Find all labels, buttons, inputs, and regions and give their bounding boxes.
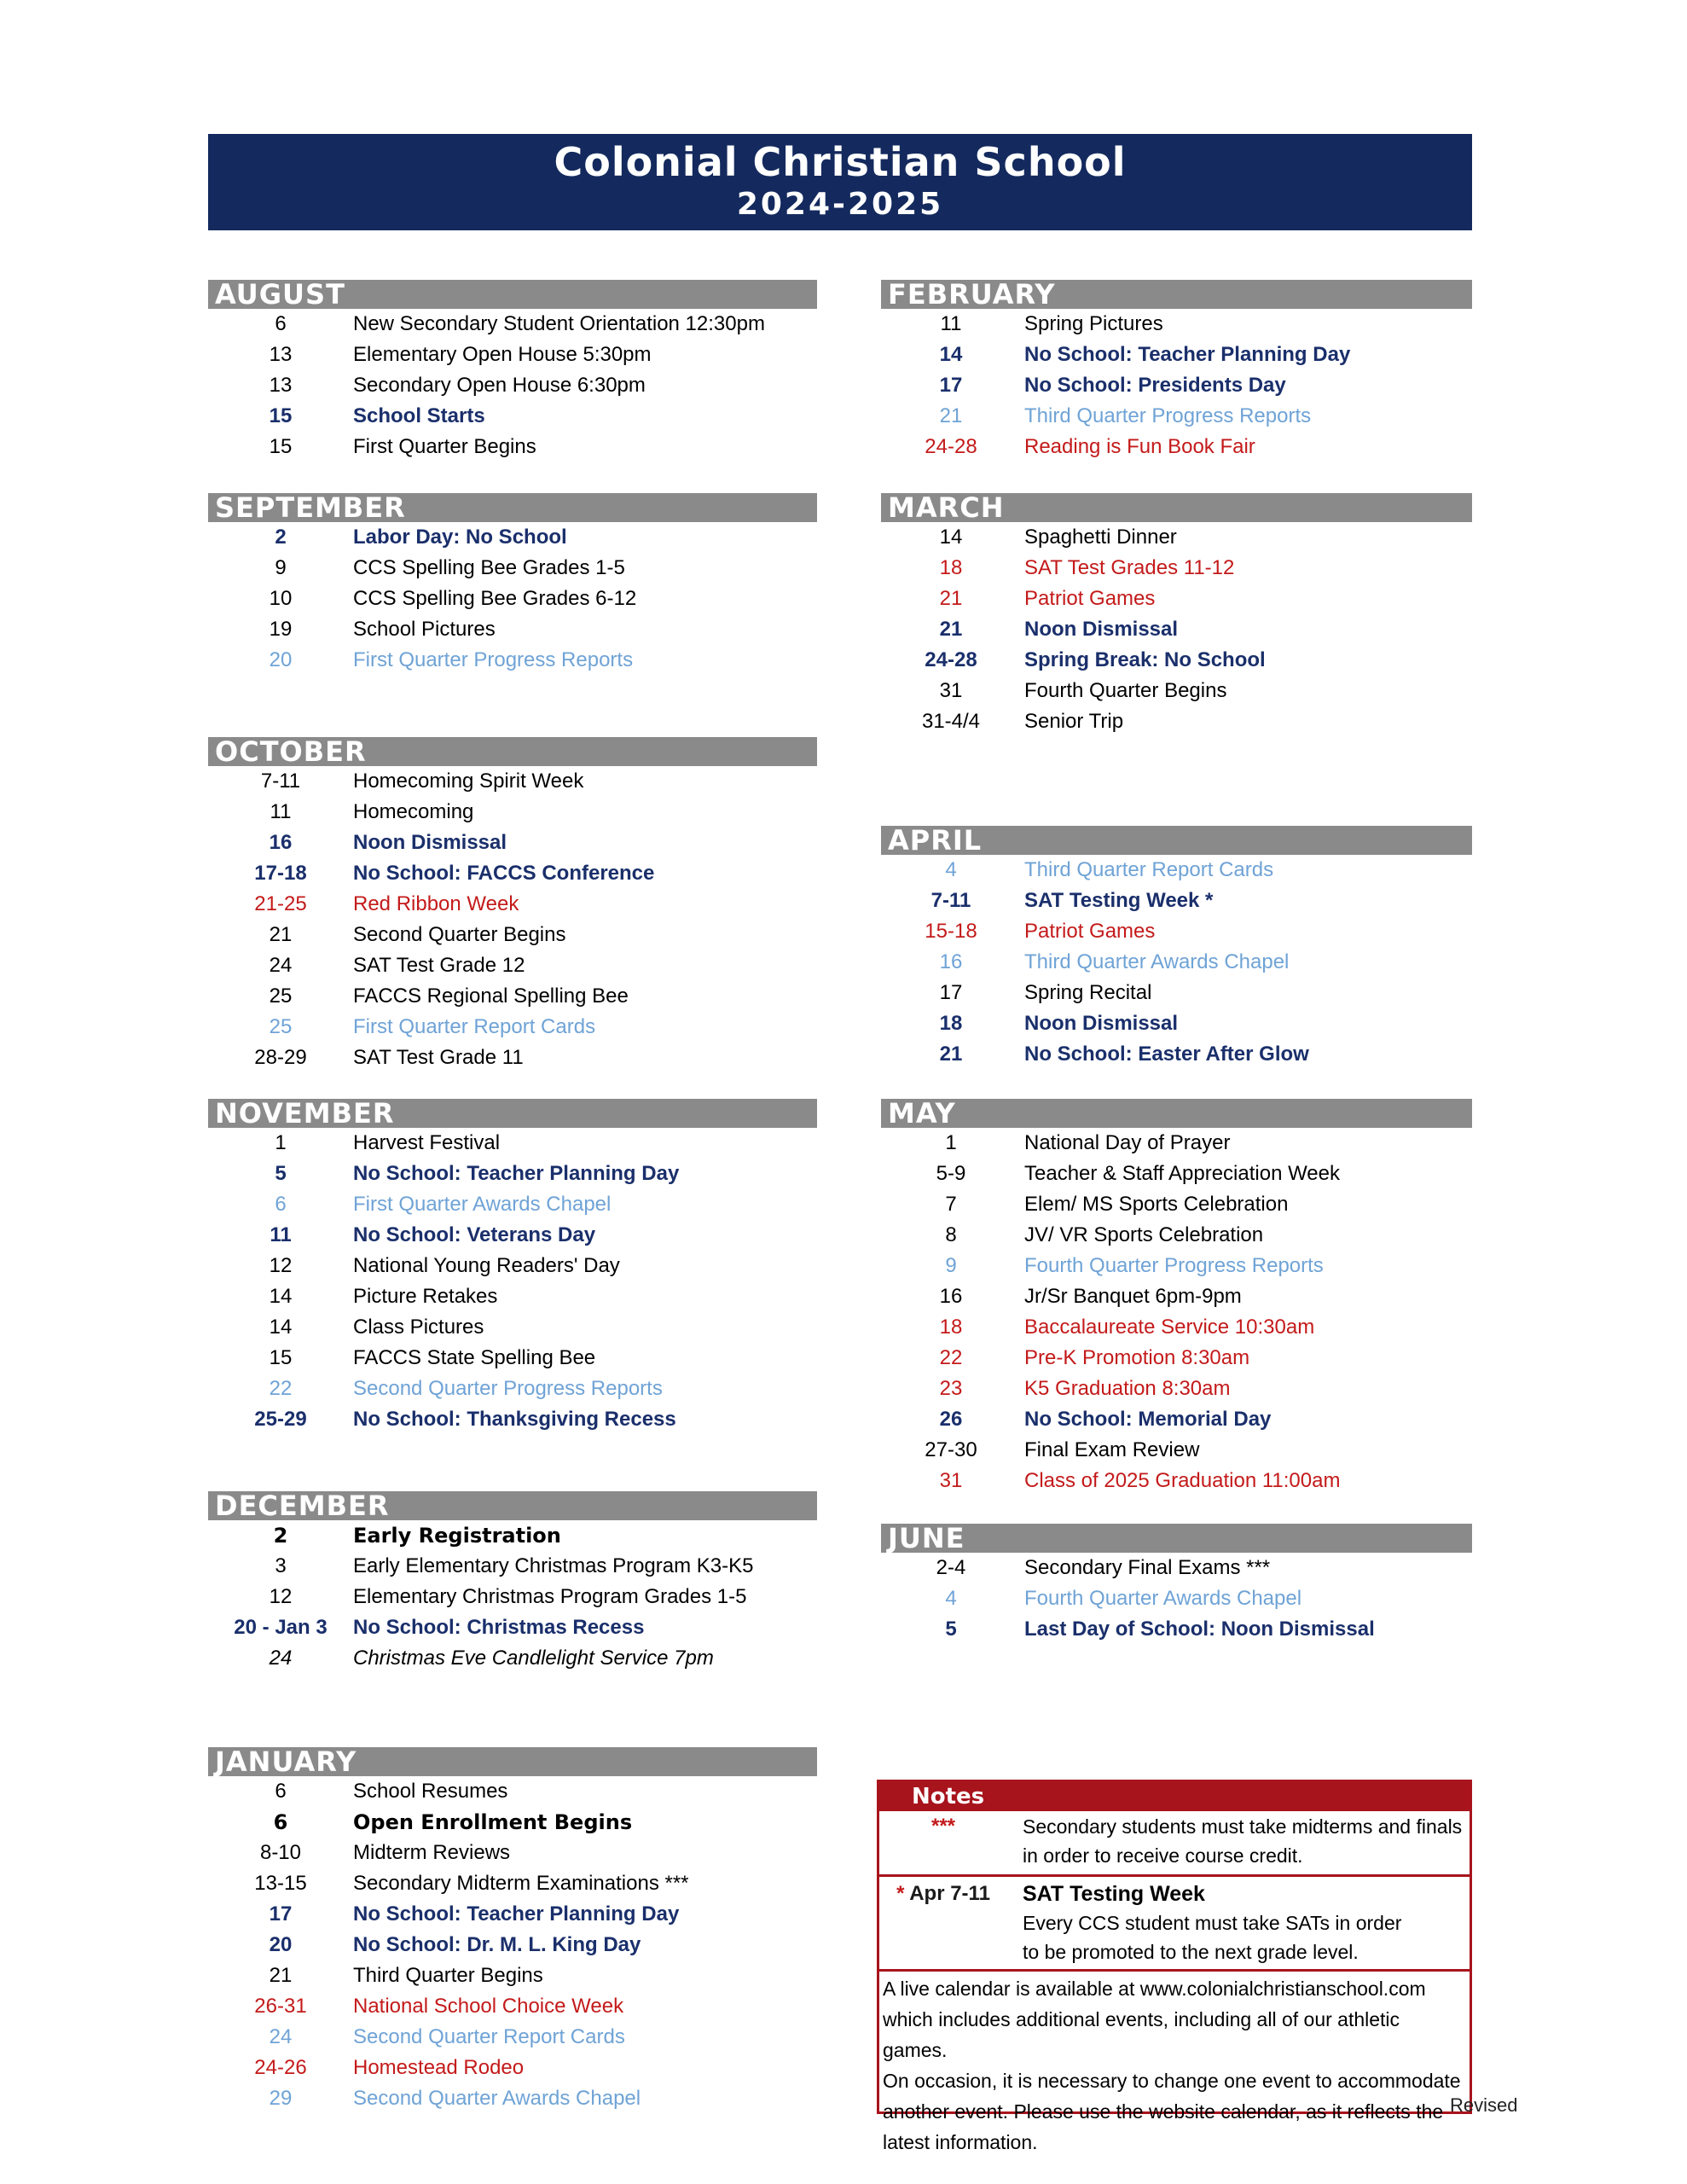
note-midterms-line2: in order to receive course credit. — [1023, 1844, 1303, 1867]
event-row — [208, 614, 817, 645]
event-row — [881, 886, 1472, 916]
event-date: 17-18 — [254, 862, 307, 885]
note-sat-mark — [879, 1879, 1007, 1909]
event-row — [208, 1582, 817, 1612]
event-row — [881, 1039, 1472, 1070]
event-title: School Pictures — [353, 618, 496, 641]
event-title: Homestead Rodeo — [353, 2056, 525, 2079]
event-date: 7-11 — [930, 889, 971, 912]
event-title: Jr/Sr Banquet 6pm-9pm — [1024, 1285, 1242, 1308]
event-date: 4 — [945, 1587, 957, 1610]
month-august — [208, 280, 817, 462]
event-row — [881, 584, 1472, 614]
event-date: 15 — [269, 404, 293, 427]
event-row — [208, 2083, 817, 2114]
month-header: JANUARY — [208, 1747, 817, 1776]
event-row — [208, 1551, 817, 1582]
month-january — [208, 1747, 817, 2114]
event-row — [881, 916, 1472, 947]
event-date: 13-15 — [254, 1872, 307, 1895]
event-row — [881, 1312, 1472, 1343]
event-title: Spring Pictures — [1024, 312, 1163, 335]
event-row — [208, 1868, 817, 1899]
event-title: First Quarter Awards Chapel — [353, 1193, 612, 1216]
month-february — [881, 280, 1472, 462]
event-title: Secondary Final Exams *** — [1024, 1556, 1271, 1579]
event-row — [881, 522, 1472, 553]
event-row — [881, 947, 1472, 978]
event-date: 22 — [269, 1377, 293, 1400]
event-date: 1 — [945, 1131, 957, 1154]
event-date: 15 — [269, 435, 293, 458]
event-row — [208, 309, 817, 340]
event-row — [881, 1220, 1472, 1251]
event-title: Patriot Games — [1024, 920, 1156, 943]
event-title: Second Quarter Report Cards — [353, 2025, 625, 2048]
event-date: 2-4 — [936, 1556, 966, 1579]
event-title: Homecoming — [353, 800, 474, 823]
event-date: 24-26 — [254, 2056, 307, 2079]
event-date: 25 — [269, 1015, 293, 1038]
event-title: School Starts — [353, 404, 485, 427]
month-june — [881, 1524, 1472, 1645]
event-title: First Quarter Report Cards — [353, 1015, 596, 1038]
event-row — [208, 1220, 817, 1251]
event-row — [208, 1807, 817, 1838]
event-date: 7-11 — [260, 770, 301, 793]
event-row — [881, 553, 1472, 584]
event-row — [208, 1012, 817, 1043]
event-date: 16 — [939, 950, 963, 973]
note-sat-label-wrap — [1023, 1879, 1205, 1909]
event-row — [881, 401, 1472, 432]
event-title: Fourth Quarter Progress Reports — [1024, 1254, 1324, 1277]
event-date: 21-25 — [254, 892, 307, 915]
event-row — [881, 1435, 1472, 1466]
event-date: 5-9 — [936, 1162, 966, 1185]
event-row — [881, 1374, 1472, 1404]
event-row — [208, 1343, 817, 1374]
event-date: 31 — [939, 679, 963, 702]
event-date: 22 — [939, 1346, 963, 1369]
month-header: SEPTEMBER — [208, 493, 817, 522]
event-row — [208, 645, 817, 676]
note-sat-label: SAT Testing Week — [1023, 1882, 1205, 1906]
event-date: 14 — [939, 526, 963, 549]
event-title: Third Quarter Progress Reports — [1024, 404, 1312, 427]
event-title: Reading is Fun Book Fair — [1024, 435, 1255, 458]
event-date: 9 — [945, 1254, 957, 1277]
event-title: No School: Teacher Planning Day — [353, 1902, 680, 1926]
event-row — [881, 1189, 1472, 1220]
note-live-line: which includes additional events, including all of our athletic games. — [883, 2008, 1400, 2061]
event-row — [208, 1643, 817, 1674]
event-date: 25 — [269, 985, 293, 1008]
event-title: Secondary Open House 6:30pm — [353, 374, 646, 397]
event-date: 6 — [273, 1810, 288, 1834]
event-date: 21 — [939, 404, 963, 427]
event-date: 19 — [269, 618, 293, 641]
event-title: National Young Readers' Day — [353, 1254, 620, 1277]
event-date: 7 — [945, 1193, 957, 1216]
event-date: 26 — [939, 1408, 963, 1431]
event-date: 24 — [269, 2025, 293, 2048]
event-row — [208, 1899, 817, 1930]
event-title: SAT Test Grade 12 — [353, 954, 525, 977]
title-banner — [208, 134, 1472, 230]
event-title: Early Registration — [353, 1524, 561, 1548]
month-may — [881, 1099, 1472, 1496]
event-title: JV/ VR Sports Celebration — [1024, 1223, 1264, 1246]
event-title: CCS Spelling Bee Grades 1-5 — [353, 556, 625, 579]
event-date: 17 — [939, 374, 963, 397]
event-row — [208, 1776, 817, 1807]
event-row — [208, 553, 817, 584]
event-title: Spaghetti Dinner — [1024, 526, 1177, 549]
event-title: Second Quarter Awards Chapel — [353, 2087, 641, 2110]
event-date: 14 — [939, 343, 963, 366]
month-header: OCTOBER — [208, 737, 817, 766]
event-title: Baccalaureate Service 10:30am — [1024, 1316, 1315, 1339]
event-date: 6 — [275, 1780, 287, 1803]
event-row — [208, 1128, 817, 1159]
event-date: 16 — [269, 831, 293, 854]
event-title: FACCS Regional Spelling Bee — [353, 985, 629, 1008]
event-title: First Quarter Progress Reports — [353, 648, 634, 671]
event-row — [208, 1838, 817, 1868]
event-date: 11 — [270, 1223, 292, 1246]
event-title: Pre-K Promotion 8:30am — [1024, 1346, 1250, 1369]
month-november — [208, 1099, 817, 1435]
event-title: Noon Dismissal — [1024, 618, 1179, 641]
event-title: Final Exam Review — [1024, 1438, 1200, 1461]
event-date: 21 — [269, 923, 293, 946]
event-row — [208, 401, 817, 432]
event-date: 4 — [945, 858, 957, 881]
note-midterms-mark: *** — [930, 1815, 956, 1838]
event-row — [208, 858, 817, 889]
event-date: 20 - Jan 3 — [234, 1616, 328, 1639]
event-title: No School: Dr. M. L. King Day — [353, 1933, 641, 1956]
event-title: Second Quarter Progress Reports — [353, 1377, 663, 1400]
note-live-line: On occasion, it is necessary to change one event to accommodate — [883, 2070, 1461, 2092]
event-date: 24 — [269, 954, 293, 977]
event-date: 3 — [275, 1554, 287, 1577]
event-row — [208, 1251, 817, 1281]
month-october — [208, 737, 817, 1073]
event-date: 29 — [269, 2087, 293, 2110]
notes-header: Notes — [879, 1782, 1470, 1811]
event-date: 31-4/4 — [921, 710, 981, 733]
event-date: 18 — [939, 556, 963, 579]
event-title: Elem/ MS Sports Celebration — [1024, 1193, 1289, 1216]
month-header: FEBRUARY — [881, 280, 1472, 309]
event-row — [208, 1520, 817, 1551]
event-title: Second Quarter Begins — [353, 923, 566, 946]
event-row — [208, 1159, 817, 1189]
event-row — [881, 370, 1472, 401]
event-row — [881, 1128, 1472, 1159]
note-live-line: A live calendar is available at www.colonialchristianschool.com — [883, 1978, 1426, 2000]
event-title: K5 Graduation 8:30am — [1024, 1377, 1231, 1400]
event-date: 20 — [269, 1933, 293, 1956]
event-date: 24-28 — [925, 435, 977, 458]
event-title: SAT Test Grades 11-12 — [1024, 556, 1235, 579]
event-title: Open Enrollment Begins — [353, 1810, 633, 1834]
event-row — [881, 978, 1472, 1008]
event-title: Elementary Open House 5:30pm — [353, 343, 652, 366]
event-title: No School: Veterans Day — [353, 1223, 596, 1246]
event-title: Labor Day: No School — [353, 526, 567, 549]
event-title: No School: Presidents Day — [1024, 374, 1286, 397]
event-row — [208, 950, 817, 981]
event-title: National School Choice Week — [353, 1995, 624, 2018]
event-row — [881, 1614, 1472, 1645]
event-row — [208, 370, 817, 401]
event-date: 17 — [269, 1902, 293, 1926]
event-row — [881, 1008, 1472, 1039]
event-title: No School: Memorial Day — [1024, 1408, 1272, 1431]
event-row — [881, 1281, 1472, 1312]
event-title: Senior Trip — [1024, 710, 1124, 733]
event-date: 21 — [939, 618, 963, 641]
event-date: 8-10 — [259, 1841, 302, 1864]
event-title: Noon Dismissal — [353, 831, 507, 854]
event-title: New Secondary Student Orientation 12:30pm — [353, 312, 765, 335]
event-date: 21 — [939, 587, 963, 610]
event-date: 18 — [939, 1316, 963, 1339]
event-row — [208, 981, 817, 1012]
event-row — [208, 584, 817, 614]
event-title: Noon Dismissal — [1024, 1012, 1179, 1035]
event-date: 8 — [945, 1223, 957, 1246]
event-row — [881, 1343, 1472, 1374]
event-row — [881, 706, 1472, 737]
event-row — [881, 1583, 1472, 1614]
event-date: 21 — [269, 1964, 293, 1987]
event-row — [208, 1930, 817, 1960]
note-live-calendar — [879, 1972, 1470, 2159]
event-row — [208, 797, 817, 828]
event-row — [208, 1960, 817, 1991]
event-date: 2 — [273, 1524, 288, 1548]
event-row — [208, 1612, 817, 1643]
event-title: Third Quarter Awards Chapel — [1024, 950, 1290, 973]
event-row — [881, 1404, 1472, 1435]
event-title: SAT Testing Week * — [1024, 889, 1214, 912]
event-row — [881, 1466, 1472, 1496]
event-title: Secondary Midterm Examinations *** — [353, 1872, 689, 1895]
event-row — [881, 1159, 1472, 1189]
event-date: 12 — [269, 1254, 293, 1277]
month-header: APRIL — [881, 826, 1472, 855]
note-midterms-line1: Secondary students must take midterms and finals — [1023, 1815, 1463, 1838]
event-row — [208, 1991, 817, 2022]
event-title: Last Day of School: Noon Dismissal — [1024, 1618, 1375, 1641]
event-title: Harvest Festival — [353, 1131, 501, 1154]
event-title: No School: Teacher Planning Day — [353, 1162, 680, 1185]
month-april — [881, 826, 1472, 1070]
event-date: 16 — [939, 1285, 963, 1308]
event-title: No School: Thanksgiving Recess — [353, 1408, 676, 1431]
event-date: 31 — [939, 1469, 963, 1492]
note-sat — [879, 1877, 1470, 1972]
event-date: 5 — [945, 1618, 957, 1641]
event-date: 11 — [270, 800, 292, 823]
event-title: Third Quarter Report Cards — [1024, 858, 1274, 881]
event-date: 23 — [939, 1377, 963, 1400]
event-title: School Resumes — [353, 1780, 508, 1803]
event-date: 6 — [275, 312, 287, 335]
school-name: Colonial Christian School — [554, 139, 1127, 185]
event-date: 13 — [269, 343, 293, 366]
event-date: 21 — [939, 1043, 963, 1066]
event-row — [208, 1374, 817, 1404]
event-row — [881, 645, 1472, 676]
notes-box — [877, 1780, 1472, 2153]
event-row — [208, 1404, 817, 1435]
event-date: 26-31 — [254, 1995, 307, 2018]
event-title: Homecoming Spirit Week — [353, 770, 584, 793]
event-row — [208, 1189, 817, 1220]
event-row — [208, 522, 817, 553]
event-date: 27-30 — [925, 1438, 977, 1461]
event-row — [208, 1043, 817, 1073]
month-september — [208, 493, 817, 676]
event-title: Midterm Reviews — [353, 1841, 511, 1864]
event-title: National Day of Prayer — [1024, 1131, 1231, 1154]
event-title: No School: Christmas Recess — [353, 1616, 645, 1639]
event-title: No School: Teacher Planning Day — [1024, 343, 1351, 366]
event-title: Early Elementary Christmas Program K3-K5 — [353, 1554, 754, 1577]
note-live-line: latest information. — [883, 2131, 1038, 2153]
month-header: NOVEMBER — [208, 1099, 817, 1128]
event-title: SAT Test Grade 11 — [353, 1046, 524, 1069]
event-date: 11 — [940, 312, 962, 335]
note-sat-star: * — [896, 1882, 905, 1905]
event-title: FACCS State Spelling Bee — [353, 1346, 596, 1369]
event-date: 10 — [269, 587, 293, 610]
event-row — [208, 828, 817, 858]
event-row — [208, 432, 817, 462]
month-march — [881, 493, 1472, 737]
event-title: Christmas Eve Candlelight Service 7pm — [353, 1647, 714, 1670]
event-date: 20 — [269, 648, 293, 671]
event-row — [881, 340, 1472, 370]
event-row — [881, 614, 1472, 645]
event-row — [881, 855, 1472, 886]
event-row — [208, 340, 817, 370]
event-row — [881, 432, 1472, 462]
event-date: 28-29 — [254, 1046, 307, 1069]
event-row — [208, 1281, 817, 1312]
event-date: 14 — [269, 1285, 293, 1308]
event-title: Class Pictures — [353, 1316, 484, 1339]
note-sat-date: Apr 7-11 — [909, 1882, 990, 1905]
event-date: 9 — [275, 556, 287, 579]
event-row — [881, 1553, 1472, 1583]
event-title: Picture Retakes — [353, 1285, 498, 1308]
note-sat-line2: to be promoted to the next grade level. — [1023, 1941, 1359, 1963]
event-row — [881, 1251, 1472, 1281]
event-date: 6 — [275, 1193, 287, 1216]
event-title: Class of 2025 Graduation 11:00am — [1024, 1469, 1341, 1492]
event-date: 24-28 — [925, 648, 977, 671]
event-date: 1 — [275, 1131, 287, 1154]
month-header: AUGUST — [208, 280, 817, 309]
event-title: First Quarter Begins — [353, 435, 536, 458]
event-title: Spring Break: No School — [1024, 648, 1266, 671]
event-date: 15-18 — [925, 920, 977, 943]
event-row — [208, 920, 817, 950]
event-title: Red Ribbon Week — [353, 892, 519, 915]
event-row — [208, 2053, 817, 2083]
event-title: Third Quarter Begins — [353, 1964, 543, 1987]
event-title: Patriot Games — [1024, 587, 1156, 610]
event-title: No School: Easter After Glow — [1024, 1043, 1309, 1066]
event-row — [208, 2022, 817, 2053]
event-date: 5 — [275, 1162, 287, 1185]
month-header: JUNE — [881, 1524, 1472, 1553]
event-date: 24 — [269, 1647, 293, 1670]
event-row — [208, 766, 817, 797]
event-title: No School: FACCS Conference — [353, 862, 655, 885]
event-title: Spring Recital — [1024, 981, 1152, 1004]
month-header: DECEMBER — [208, 1491, 817, 1520]
event-date: 12 — [269, 1585, 293, 1608]
event-row — [208, 889, 817, 920]
event-title: Elementary Christmas Program Grades 1-5 — [353, 1585, 747, 1608]
note-sat-line1: Every CCS student must take SATs in order — [1023, 1912, 1402, 1934]
note-midterms — [879, 1811, 1470, 1877]
event-title: Fourth Quarter Awards Chapel — [1024, 1587, 1302, 1610]
month-header: MARCH — [881, 493, 1472, 522]
event-row — [881, 309, 1472, 340]
event-date: 15 — [269, 1346, 293, 1369]
month-december — [208, 1491, 817, 1674]
event-date: 14 — [269, 1316, 293, 1339]
event-title: CCS Spelling Bee Grades 6-12 — [353, 587, 637, 610]
event-date: 2 — [275, 526, 287, 549]
event-row — [208, 1312, 817, 1343]
event-title: Teacher & Staff Appreciation Week — [1024, 1162, 1340, 1185]
month-header: MAY — [881, 1099, 1472, 1128]
event-date: 17 — [939, 981, 963, 1004]
event-date: 25-29 — [254, 1408, 307, 1431]
event-date: 13 — [269, 374, 293, 397]
event-date: 18 — [939, 1012, 963, 1035]
event-title: Fourth Quarter Begins — [1024, 679, 1227, 702]
school-year: 2024-2025 — [736, 187, 944, 222]
event-row — [881, 676, 1472, 706]
revised-label: Revised — [1450, 2094, 1518, 2116]
note-live-line: another event. Please use the website calendar, as it reflects the — [883, 2100, 1444, 2123]
